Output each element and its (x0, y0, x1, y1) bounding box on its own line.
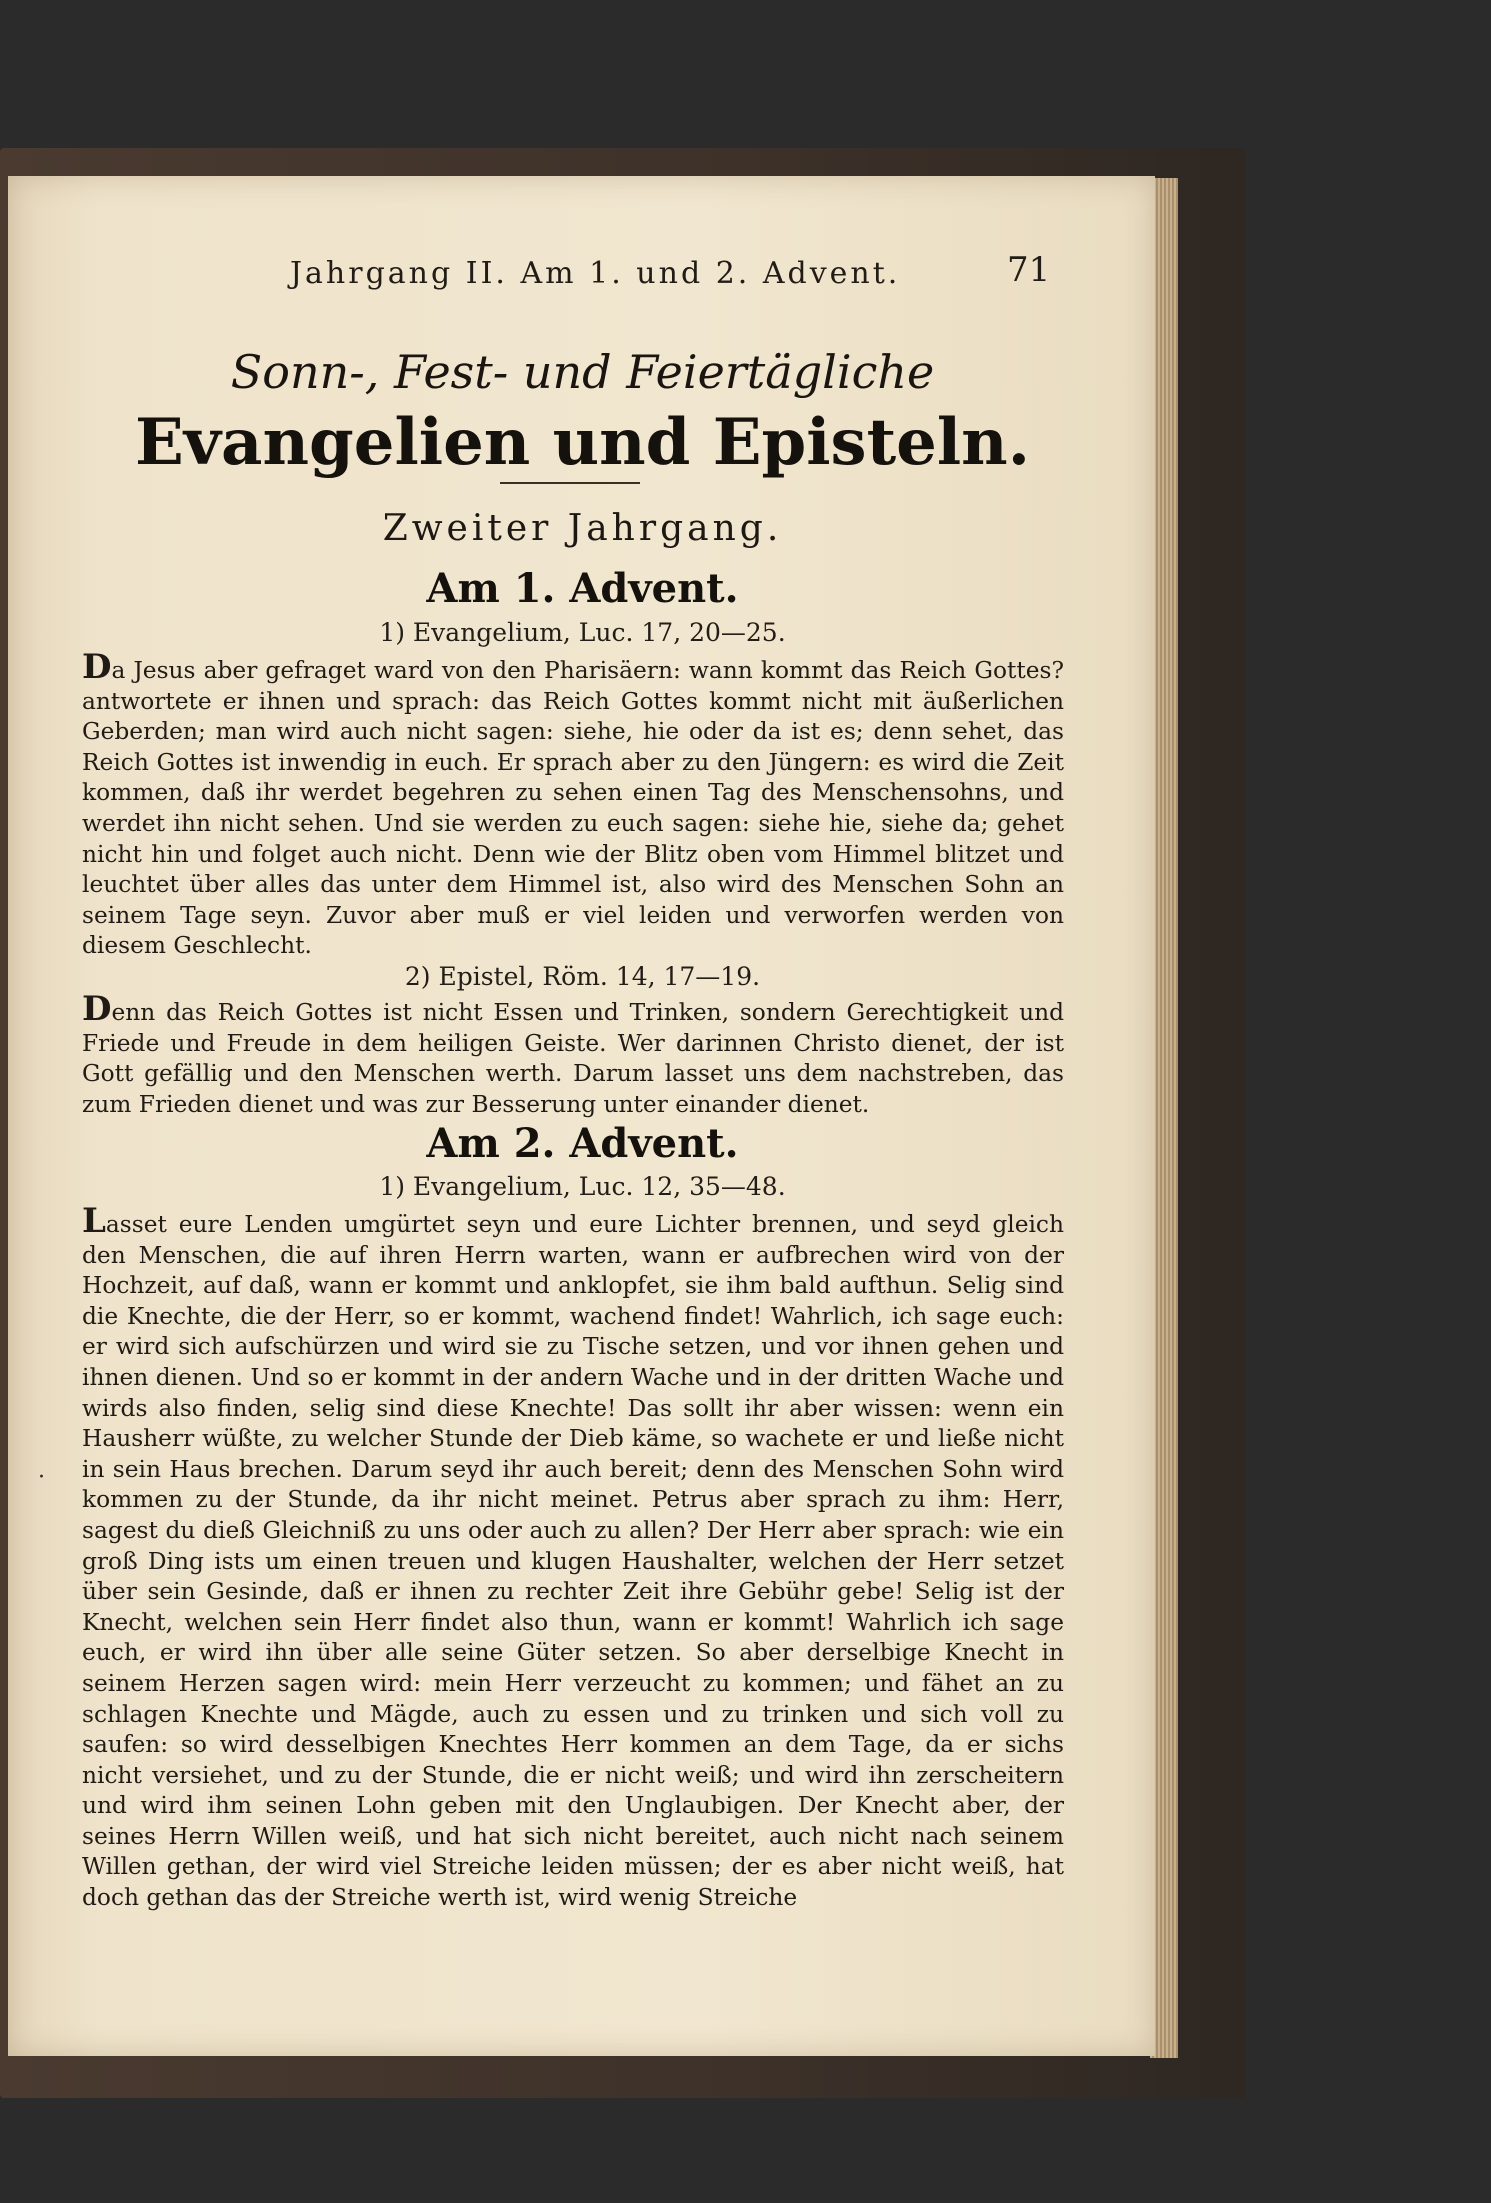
advent1-gospel-ref: 1) Evangelium, Luc. 17, 20—25. (379, 618, 786, 647)
advent1-gospel-body: a Jesus aber gefraget ward von den Pharisäern: wann kommt das Reich Gottes? antwortete er ihnen und sprach: das Reich Gottes kommt nicht mit äußerlichen Geberden; man wird auch nicht sagen: siehe, hie oder da ist es; denn sehet, das Reich Gottes ist inwendig in euch. Er sprach aber zu den Jüngern: es wird die Zeit kommen, daß ihr werdet begehren zu sehen einen Tag des Menschensohns, und werdet ihn nicht sehen. Und sie werden zu euch sagen: siehe hie, siehe da; gehet nicht hin und folget auch nicht. Denn wie der Blitz oben vom Himmel blitzet und leuchtet über alles das unter dem Himmel ist, also wird des Menschen Sohn an seinem Tage seyn. Zuvor aber muß er viel leiden und verworfen werden von diesem Geschlecht. (82, 657, 1064, 960)
title-line-1: Sonn-, Fest- und Feiertägliche (230, 345, 935, 399)
advent1-epistle-text (82, 989, 1064, 1120)
advent2-gospel-body: asset eure Lenden umgürtet seyn und eure Lichter brennen, und seyd gleich den Menschen, die auf ihren Herrn warten, wann er aufbrechen wird von der Hochzeit, auf daß, wann er kommt und anklopfet, sie ihm bald aufthun. Selig sind die Knechte, die der Herr, so er kommt, wachend findet! Wahrlich, ich sage euch: er wird sich aufschürzen und wird sie zu Tische setzen, und vor ihnen gehen und ihnen dienen. Und so er kommt in der andern Wache und in der dritten Wache und wirds also finden, selig sind diese Knechte! Das sollt ihr aber wissen: wenn ein Hausherr wüßte, zu welcher Stunde der Dieb käme, so wachete er und ließe nicht in sein Haus brechen. Darum seyd ihr auch bereit; denn des Menschen Sohn wird kommen zu der Stunde, da ihr nicht meinet. Petrus aber sprach zu ihm: Herr, sagest du dieß Gleichniß zu uns oder auch zu allen? Der Herr aber sprach: wie ein groß Ding ists um einen treuen und klugen Haushalter, welchen der Herr setzet über sein Gesinde, daß er ihnen zu rechter Zeit ihre Gebühr gebe! Selig ist der Knecht, welchen sein Herr findet also thun, wann er kommt! Wahrlich ich sage euch, er wird ihn über alle seine Güter setzen. So aber derselbige Knecht in seinem Herzen sagen wird: mein Herr verzeucht zu kommen; und fähet an zu schlagen Knechte und Mägde, auch zu essen und zu trinken und sich voll zu saufen: so wird desselbigen Knechtes Herr kommen an dem Tage, da er sichs nicht versiehet, und zu der Stunde, die er nicht weiß; und wird ihn zerscheitern und wird ihm seinen Lohn geben mit den Unglaubigen. Der Knecht aber, der seines Herrn Willen weiß, und hat sich nicht bereitet, auch nicht nach seinem Willen gethan, der wird viel Streiche leiden müssen; der es aber nicht weiß, hat doch gethan das der Streiche werth ist, wird wenig Streiche (82, 1211, 1064, 1912)
title-rule (500, 482, 640, 484)
advent2-gospel-ref: 1) Evangelium, Luc. 12, 35—48. (379, 1172, 786, 1201)
title-line-2: Evangelien und Episteln. (135, 405, 1030, 480)
running-head: Jahrgang II. Am 1. und 2. Advent. (290, 256, 901, 291)
page-number: 71 (1007, 250, 1051, 290)
advent2-gospel-dropcap: L (82, 1201, 106, 1241)
advent1-gospel-dropcap: D (82, 647, 112, 687)
subtitle: Zweiter Jahrgang. (382, 508, 783, 549)
advent1-gospel-text (82, 647, 1064, 962)
advent1-epistle-body: enn das Reich Gottes ist nicht Essen und Trinken, sondern Gerechtigkeit und Friede und Freude in dem heiligen Geiste. Wer darinnen Christo dienet, der ist Gott gefällig und den Menschen werth. Darum lasset uns dem nachstreben, das zum Frieden dienet und was zur Besserung unter einander dienet. (82, 999, 1064, 1118)
margin-mark: · (38, 1465, 45, 1490)
advent1-heading: Am 1. Advent. (426, 565, 739, 612)
advent2-gospel-text (82, 1201, 1064, 1914)
advent1-epistle-dropcap: D (82, 989, 112, 1029)
advent2-heading: Am 2. Advent. (426, 1120, 739, 1167)
advent1-epistle-ref: 2) Epistel, Röm. 14, 17—19. (404, 962, 761, 991)
